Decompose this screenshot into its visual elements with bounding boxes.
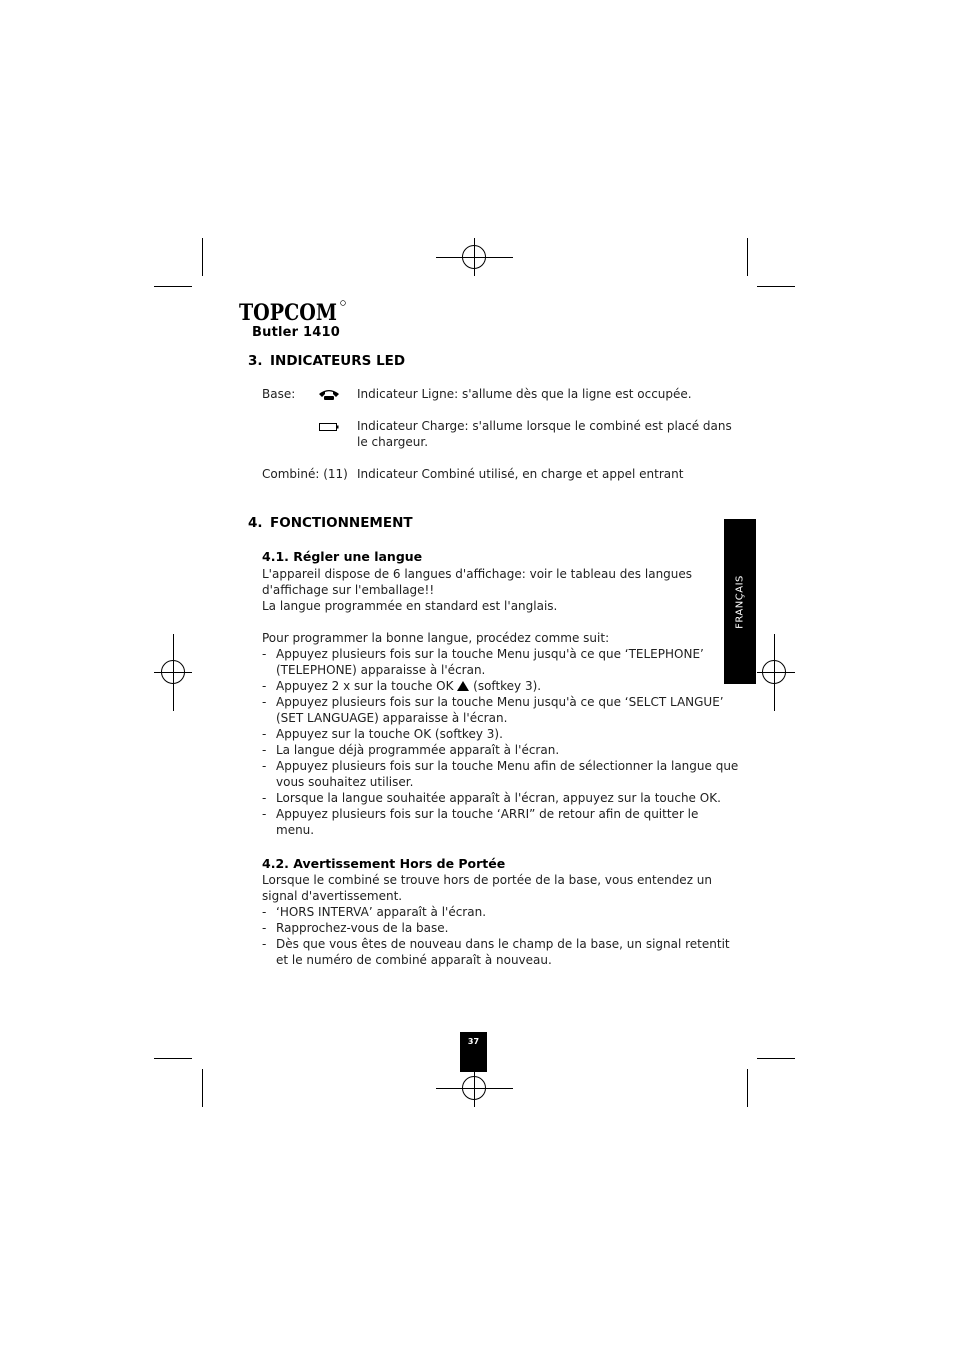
- bullet-dash: -: [262, 937, 267, 951]
- list-item: [262, 936, 730, 968]
- handset-indicator-text: Indicateur Combiné utilisé, en charge et appel entrant: [357, 467, 684, 481]
- list-item: [262, 678, 738, 694]
- list-item-text: [276, 678, 738, 694]
- side-tab-label: FRANÇAIS: [734, 574, 746, 629]
- crop-mark: [202, 238, 203, 276]
- paragraph: d'affichage sur l'emballage!!: [262, 583, 435, 597]
- up-triangle-icon: [457, 681, 469, 691]
- paragraph: Lorsque le combiné se trouve hors de portée de la base, vous entendez un: [262, 873, 713, 887]
- paragraph: La langue programmée en standard est l'anglais.: [262, 599, 558, 613]
- list-item: [262, 694, 738, 726]
- bullet-dash: -: [262, 647, 267, 661]
- list-item: [262, 790, 738, 806]
- list-item: [262, 646, 738, 678]
- bullet-dash: -: [262, 759, 267, 773]
- model-name: Butler 1410: [252, 325, 340, 340]
- section-3-title: INDICATEURS LED: [270, 353, 406, 369]
- list-item: [262, 806, 738, 838]
- page-number-box: [460, 1032, 487, 1072]
- crop-mark: [202, 1069, 203, 1107]
- section-4-heading: [248, 515, 413, 531]
- list-item-text: Appuyez plusieurs fois sur la touche Menu jusqu'à ce que ‘TELEPHONE’: [276, 647, 704, 661]
- paragraph: signal d'avertissement.: [262, 889, 403, 903]
- phone-icon: [318, 387, 340, 401]
- section-4-number: 4.: [248, 515, 263, 531]
- crop-mark: [154, 286, 192, 287]
- crop-mark: [757, 286, 795, 287]
- subsection-4-1-title: 4.1. Régler une langue: [262, 549, 423, 564]
- list-item-text: (SET LANGUAGE) apparaisse à l'écran.: [276, 711, 508, 725]
- crop-mark: [154, 1058, 192, 1059]
- list-item-text: Dès que vous êtes de nouveau dans le champ de la base, un signal retentit: [276, 937, 730, 951]
- charge-indicator-text-cont: le chargeur.: [357, 435, 429, 449]
- list-item-text-part: (softkey 3).: [473, 679, 542, 693]
- bullet-dash: -: [262, 807, 267, 821]
- list-item-text: et le numéro de combiné apparaît à nouveau.: [276, 953, 552, 967]
- list-item: [262, 742, 738, 758]
- list-item: [262, 726, 738, 742]
- list-item-text: Rapprochez-vous de la base.: [276, 921, 449, 935]
- section-3-number: 3.: [248, 353, 263, 369]
- paragraph: L'appareil dispose de 6 langues d'affichage: voir le tableau des langues: [262, 567, 693, 581]
- crop-mark: [747, 1069, 748, 1107]
- bullet-dash: -: [262, 743, 267, 757]
- section-4-title: FONCTIONNEMENT: [270, 515, 413, 531]
- topcom-logo: [239, 299, 349, 325]
- subsection-4-2-title: 4.2. Avertissement Hors de Portée: [262, 856, 506, 871]
- section-3-heading: [248, 353, 405, 369]
- logo-text: TOPCOM: [239, 300, 337, 325]
- out-of-range-steps-list: [262, 904, 730, 968]
- list-item-text: Appuyez plusieurs fois sur la touche Menu afin de sélectionner la langue que: [276, 759, 739, 773]
- language-steps-list: [262, 646, 738, 838]
- bullet-dash: -: [262, 921, 267, 935]
- list-item-text: (TELEPHONE) apparaisse à l'écran.: [276, 663, 486, 677]
- crop-mark: [747, 238, 748, 276]
- charge-indicator-text: Indicateur Charge: s'allume lorsque le combiné est placé dans: [357, 419, 732, 433]
- bullet-dash: -: [262, 905, 267, 919]
- list-item-text: vous souhaitez utiliser.: [276, 775, 414, 789]
- list-item-text: menu.: [276, 823, 315, 837]
- language-side-tab: [724, 519, 756, 684]
- list-item-text-part: Appuyez 2 x sur la touche OK: [276, 679, 454, 693]
- crop-mark: [757, 1058, 795, 1059]
- list-item-text: ‘HORS INTERVA’ apparaît à l'écran.: [276, 905, 487, 919]
- list-item-text: La langue déjà programmée apparaît à l'écran.: [276, 743, 560, 757]
- bullet-dash: -: [262, 695, 267, 709]
- list-item-text: Appuyez plusieurs fois sur la touche ‘ARRI” de retour afin de quitter le: [276, 807, 699, 821]
- line-indicator-text: Indicateur Ligne: s'allume dès que la ligne est occupée.: [357, 387, 692, 401]
- bullet-dash: -: [262, 791, 267, 805]
- list-item: [262, 758, 738, 790]
- paragraph: Pour programmer la bonne langue, procédez comme suit:: [262, 631, 610, 645]
- list-item-text: Appuyez sur la touche OK (softkey 3).: [276, 727, 503, 741]
- base-label: Base:: [262, 387, 296, 401]
- battery-icon: [319, 422, 339, 432]
- list-item-text: Lorsque la langue souhaitée apparaît à l'écran, appuyez sur la touche OK.: [276, 791, 721, 805]
- bullet-dash: -: [262, 679, 267, 693]
- bullet-dash: -: [262, 727, 267, 741]
- list-item: [262, 920, 730, 936]
- list-item-text: Appuyez plusieurs fois sur la touche Menu jusqu'à ce que ‘SELCT LANGUE’: [276, 695, 724, 709]
- handset-label: Combiné: (11): [262, 467, 348, 481]
- list-item: [262, 904, 730, 920]
- page-number: 37: [467, 1037, 480, 1046]
